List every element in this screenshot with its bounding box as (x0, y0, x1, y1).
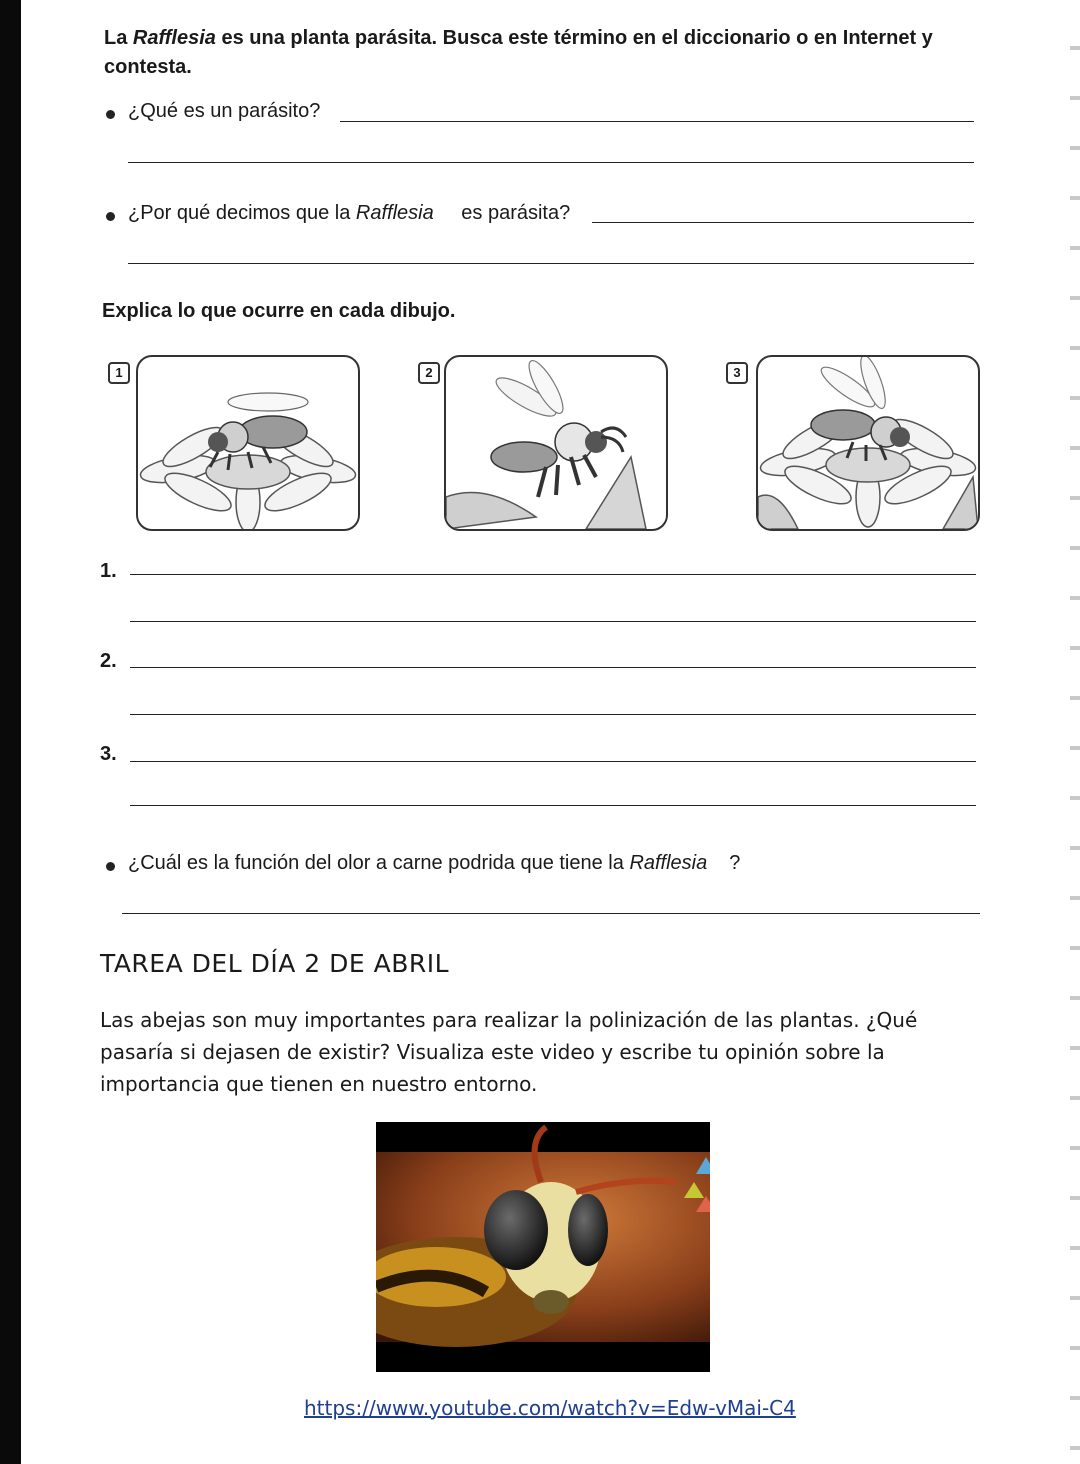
bee-closeup-thumbnail-image (376, 1122, 710, 1372)
question-olor: ¿Cuál es la función del olor a carne podrida que tiene la Rafflesia ? (106, 852, 740, 875)
drawing-panel-1 (136, 355, 360, 531)
video-thumbnail[interactable] (376, 1122, 710, 1372)
question-rafflesia-parasita: ¿Por qué decimos que la Rafflesia es parásita? (106, 202, 570, 225)
answer-line[interactable] (130, 621, 976, 622)
tarea-body: Las abejas son muy importantes para realizar la polinización de las plantas. ¿Qué pasaría si dejasen de existir? Visualiza este video y escribe tu opinión sobre la importancia que tienen en nuestro entorno. (100, 1008, 918, 1096)
intro-text: La Rafflesia es una planta parásita. Busca este término en el diccionario o en Internet y contesta. (104, 27, 933, 78)
answer-line[interactable] (130, 714, 976, 715)
answer-line[interactable] (128, 162, 974, 163)
bee-leaving-flower-illustration (446, 357, 666, 529)
drawing-panel-3 (756, 355, 980, 531)
bee-on-second-flower-illustration (758, 357, 978, 529)
drawing-badge-1: 1 (108, 362, 130, 384)
answer-line[interactable] (130, 667, 976, 668)
answer-number-2: 2. (100, 650, 117, 672)
answer-number-1: 1. (100, 560, 117, 582)
answer-line[interactable] (592, 222, 974, 223)
answer-line[interactable] (340, 121, 974, 122)
bee-on-flower-illustration (138, 357, 358, 529)
answer-line[interactable] (128, 263, 974, 264)
question-parasito: ¿Qué es un parásito? (106, 100, 320, 123)
answer-line[interactable] (130, 761, 976, 762)
left-dark-edge (0, 0, 21, 1464)
term-rafflesia: Rafflesia (132, 27, 216, 49)
video-link[interactable]: https://www.youtube.com/watch?v=Edw-vMai-C4 (304, 1396, 796, 1420)
tarea-title: TAREA DEL DÍA 2 DE ABRIL (100, 949, 450, 978)
right-edge-marks (1070, 0, 1080, 1464)
answer-line[interactable] (130, 574, 976, 575)
answer-number-3: 3. (100, 743, 117, 765)
drawings-heading: Explica lo que ocurre en cada dibujo. (102, 300, 456, 322)
drawing-badge-2: 2 (418, 362, 440, 384)
answer-line[interactable] (122, 913, 980, 914)
answer-line[interactable] (130, 805, 976, 806)
drawing-panel-2 (444, 355, 668, 531)
drawing-badge-3: 3 (726, 362, 748, 384)
